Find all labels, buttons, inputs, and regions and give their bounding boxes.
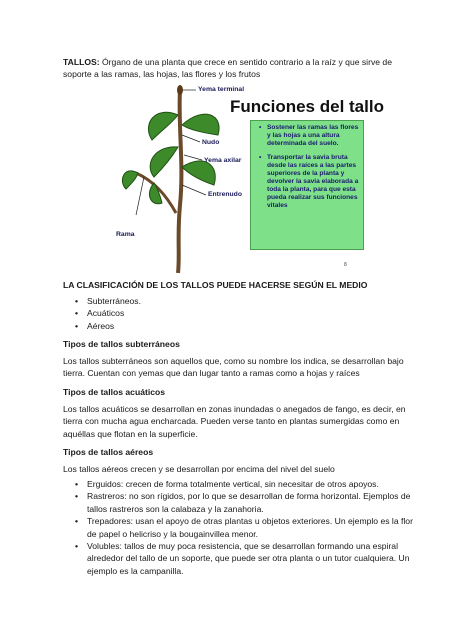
list-item: • Trepadores: usan el apoyo de otras plantas u objetos exteriores. Un ejemplo es la flor de papel o helicriso y la bougainvillea menor. <box>63 515 415 540</box>
intro-lead: TALLOS: <box>63 57 100 67</box>
aereos-text: Los tallos aéreos crecen y se desarrollan por encima del nivel del suelo <box>63 464 335 474</box>
subterraneos-heading: Tipos de tallos subterráneos <box>63 339 180 349</box>
classification-list <box>63 295 415 332</box>
subterraneos-text: Los tallos subterráneos son aquellos que, como su nombre los indica, se desarrollan bajo tierra. Cuentan con yemas que dan lugar tanto a ramas como a hojas y raíces <box>63 356 404 379</box>
aereos-list <box>63 478 415 577</box>
intro-paragraph <box>63 56 415 81</box>
acuaticos-text: Los tallos acuáticos se desarrollan en zonas inundadas o anegados de fango, es decir, en tierra con mucha agua encharcada. Pueden verse tanto en plantas sumergidas como en aquéllas que flotan en la superficie. <box>63 404 406 439</box>
figure-title: Funciones del tallo <box>230 97 384 116</box>
label-yema-axilar: Yema axilar <box>204 157 242 164</box>
list-item: • Erguidos: crecen de forma totalmente vertical, sin necesitar de otros apoyos. <box>63 478 415 490</box>
functions-box <box>250 120 364 250</box>
figure-page-mark: 8 <box>344 262 347 268</box>
list-item: • Volubles: tallos de muy poca resistencia, que se desarrollan formando una espiral alrededor del tallo de un soporte, que puede ser otra planta o un tutor cualquiera. Un ejemplo es la campanilla. <box>63 540 415 577</box>
label-rama: Rama <box>116 231 135 238</box>
acuaticos-heading: Tipos de tallos acuáticos <box>63 387 166 397</box>
label-yema-terminal: Yema terminal <box>198 86 245 93</box>
functions-list <box>251 121 363 210</box>
list-item: • Rastreros: no son rígidos, por lo que se desarrollan de forma horizontal. Ejemplos de tallos rastreros son la calabaza y la zanahoria. <box>63 490 415 515</box>
list-item: • Acuáticos <box>63 307 415 319</box>
aereos-heading: Tipos de tallos aéreos <box>63 447 154 457</box>
function-item: • Transportar la savia bruta desde las raíces a las partes superiores de la planta y devolver la savia elaborada a toda la planta, para que esta pueda realizar sus funciones vitales <box>259 154 359 210</box>
label-nudo: Nudo <box>202 139 220 146</box>
function-item: • Sostener las ramas las flores y las hojas a una altura determinada del suelo. <box>259 124 359 148</box>
list-item: • Subterráneos. <box>63 295 415 307</box>
intro-text: Órgano de una planta que crece en sentido contrario a la raíz y que sirve de soporte a las ramas, las hojas, las flores y los frutos <box>63 57 392 80</box>
classification-heading: LA CLASIFICACIÓN DE LOS TALLOS PUEDE HACERSE SEGÚN EL MEDIO <box>63 280 368 290</box>
list-item: • Aéreos <box>63 320 415 332</box>
label-entrenudo: Entrenudo <box>208 191 242 198</box>
